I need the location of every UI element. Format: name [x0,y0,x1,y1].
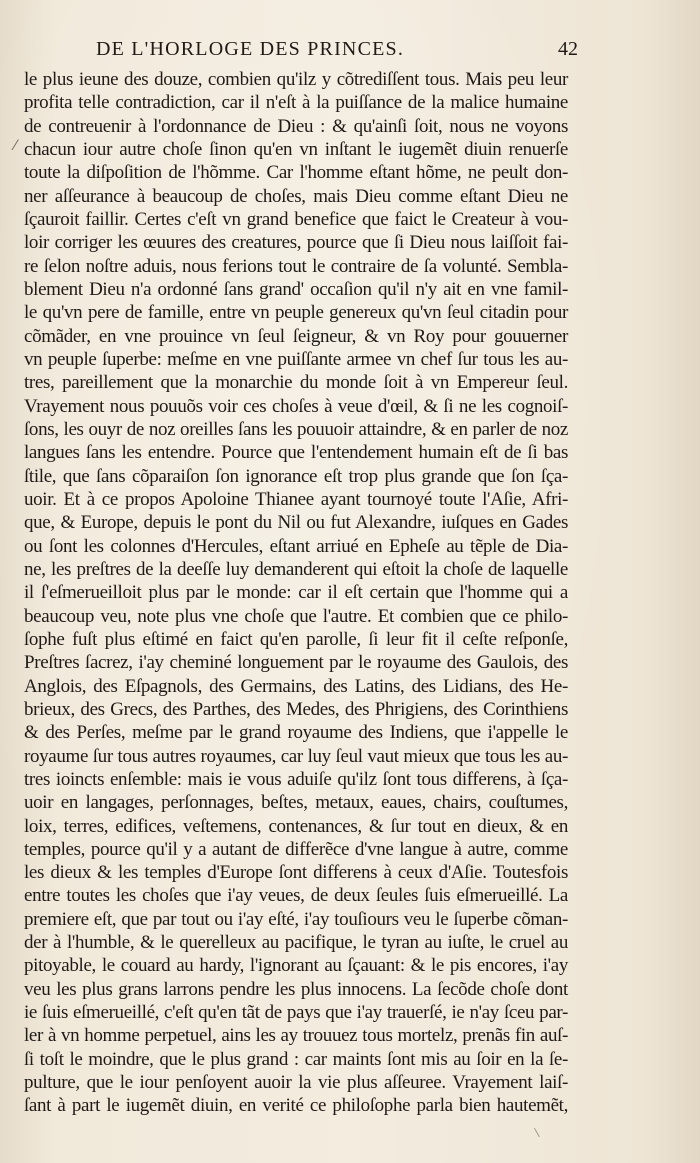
running-title: DE L'HORLOGE DES PRINCES. [96,38,405,60]
text-line: Preſtres ſacrez, i'ay cheminé longuement par le royaume des Gaulois, des [24,652,568,674]
text-line: & des Perſes, meſme par le grand royaume des Indiens, que i'appelle le [24,722,568,744]
text-line: il ſ'eſmerueilloit plus par le monde: car il eſt certain que l'homme qui a [24,582,568,604]
text-line: entre toutes les choſes que i'ay veues, de deux ſeules ſuis eſmerueillé. La [24,885,568,907]
text-line: vn peuple ſuperbe: meſme en vne puiſſante armee vn chef ſur tous les au- [24,348,568,370]
text-line: veu les plus grans larrons pendre les plus innocens. La ſecõde choſe dont [24,978,568,1000]
text-line: langues ſans les entendre. Pource que l'entendement humain eſt de ſi bas [24,442,568,464]
text-line: blement Dieu n'a ordonné ſans grand' occaſion qu'il n'y ait en vne famil- [24,278,568,300]
paper-blemish [534,1125,545,1137]
text-line: uoir en langages, perſonnages, beſtes, metaux, eaues, chairs, couſtumes, [24,792,568,814]
text-line: toute la diſpoſition de l'hõmme. Car l'homme eſtant hõme, ne peult don- [24,162,568,184]
text-line: ſçauroit faillir. Certes c'eſt vn grand benefice que faict le Createur à vou- [24,208,568,230]
text-line: premiere eſt, que par tout ou i'ay eſté, i'ay touſiours veu le ſuperbe cõman- [24,908,568,930]
text-line: ne, les preſtres de la deeſſe luy demanderent qui eſtoit la choſe de laquelle [24,558,568,580]
text-line: ner aſſeurance à beaucoup de choſes, mais Dieu comme eſtant Dieu ne [24,185,568,207]
text-line: ſant à part le iugemẽt diuin, en verité ce philoſophe parla bien hautemẽt, [24,1095,568,1117]
text-line: ſophe fuſt plus eſtimé en faict qu'en parolle, ſi leur fit il ceſte reſponſe, [24,628,568,650]
text-line: cõmãder, en vne prouince vn ſeul ſeigneur, & vn Roy pour gouuerner [24,325,568,347]
text-line: le plus ieune des douze, combien qu'ilz y cõtrediſſent tous. Mais peu leur [24,69,568,90]
text-line: tres, pareillement que la monarchie du monde ſoit à vn Empereur ſeul. [24,372,568,394]
text-line: que, & Europe, depuis le pont du Nil ou fut Alexandre, iuſques en Gades [24,512,568,534]
text-line: Anglois, des Eſpagnols, des Germains, des Latins, des Lidians, des He- [24,675,568,697]
text-line: temples, pource qu'il y a autant de differẽce d'vne langue à autre, comme [24,838,568,860]
text-line: loir corriger les œuures des creatures, pource que ſi Dieu nous laiſſoit fai- [24,232,568,254]
text-line: Vrayement nous pouuõs voir ces choſes à veue d'œil, & ſi ne les cognoiſ- [24,395,568,417]
text-line: uoir. Et à ce propos Apoloine Thianee ayant tournoyé toute l'Aſie, Afri- [24,488,568,510]
text-line: de contreuenir à l'ordonnance de Dieu : & qu'ainſi ſoit, nous ne voyons [24,115,568,137]
text-line: ler à vn homme perpetuel, ains les ay trouuez tous mortelz, prenãs fin auſ- [24,1025,568,1047]
text-line: royaume ſur tous autres royaumes, car luy ſeul vaut mieux que tous les au- [24,745,568,767]
text-line: profita telle contradiction, car il n'eſt à la puiſſance de la malice humaine [24,92,568,114]
text-line: ſons, les ouyr de noz oreilles ſans les pouuoir attaindre, & en parler de noz [24,418,568,440]
page-number: 42 [558,38,578,60]
body-text [24,68,568,1118]
text-line: beaucoup veu, note plus vne choſe que l'autre. Et combien que ce philo- [24,605,568,627]
text-line: der à l'humble, & le querelleux au pacifique, le tyran au iuſte, le cruel au [24,932,568,954]
text-line: ie ſuis eſmerueillé, c'eſt qu'en tãt de pays que i'ay trauerſé, ie n'ay ſceu par- [24,1002,568,1024]
text-line: ſtile, que ſans cõparaiſon ſon ignorance eſt trop plus grande que ſon ſça- [24,465,568,487]
text-line: loix, terres, edifices, veſtemens, contenances, & ſur tout en dieux, & en [24,815,568,837]
text-line: pitoyable, le couard au hardy, l'ignorant au ſçauant: & le pis encores, i'ay [24,955,568,977]
text-line: le qu'vn pere de famille, entre vn peuple genereux qu'vn ſeul citadin pour [24,302,568,324]
text-line: ou ſont les colonnes d'Hercules, eſtant arriué en Epheſe au tẽple de Dia- [24,535,568,557]
margin-annotation-mark: ⁄ [14,138,17,154]
text-line: tres ioincts enſemble: mais ie vous aduiſe qu'ilz ſont tous differens, à ſça- [24,768,568,790]
text-line: pulture, que le iour penſoyent auoir la vie plus aſſeuree. Vrayement laiſ- [24,1072,568,1094]
text-line: chacun iour autre choſe ſinon qu'en vn inſtant le iugemẽt diuin renuerſe [24,138,568,160]
running-head [96,38,576,62]
text-line: les dieux & les temples d'Europe ſont differens à ceux d'Aſie. Toutesfois [24,862,568,884]
text-line: ſi toſt le moindre, que le plus grand : car maints ſont mis au ſoir en la ſe- [24,1048,568,1070]
text-line: brieux, des Grecs, des Parthes, des Medes, des Phrigiens, des Corinthiens [24,698,568,720]
text-line: re ſelon noſtre aduis, nous ferions tout le contraire de ſa volunté. Sembla- [24,255,568,277]
